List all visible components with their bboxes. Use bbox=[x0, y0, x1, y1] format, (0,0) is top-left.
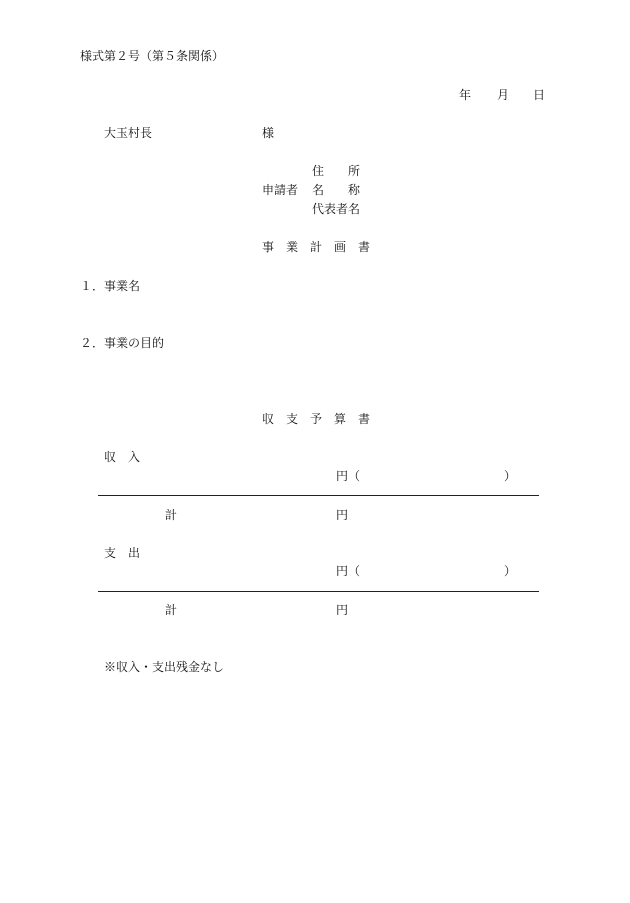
income-divider bbox=[98, 495, 539, 496]
section-project-purpose: ２．事業の目的 bbox=[80, 336, 165, 350]
section-project-name: １．事業名 bbox=[80, 279, 141, 293]
addressee-honorific: 様 bbox=[262, 126, 275, 140]
expense-label: 支 出 bbox=[104, 546, 141, 560]
plan-title: 事 業 計 画 書 bbox=[262, 240, 371, 254]
budget-note: ※収入・支出残金なし bbox=[104, 660, 225, 674]
date-year-label: 年 bbox=[459, 88, 472, 102]
addressee-name: 大玉村長 bbox=[104, 126, 153, 140]
income-amount-line: 円（ ） bbox=[336, 469, 517, 483]
expense-total-unit: 円 bbox=[336, 603, 349, 617]
form-number: 様式第２号（第５条関係） bbox=[80, 49, 225, 63]
expense-divider bbox=[98, 591, 539, 592]
expense-total-label: 計 bbox=[165, 603, 178, 617]
applicant-label: 申請者 bbox=[262, 183, 299, 197]
income-total-label: 計 bbox=[165, 508, 178, 522]
applicant-representative-label: 代表者名 bbox=[312, 202, 361, 216]
date-month-label: 月 bbox=[497, 88, 510, 102]
expense-amount-line: 円（ ） bbox=[336, 564, 517, 578]
date-day-label: 日 bbox=[533, 88, 546, 102]
budget-title: 収 支 予 算 書 bbox=[262, 412, 371, 426]
income-total-unit: 円 bbox=[336, 508, 349, 522]
applicant-name-label: 名 称 bbox=[312, 183, 361, 197]
applicant-address-label: 住 所 bbox=[312, 164, 361, 178]
income-label: 収 入 bbox=[104, 450, 141, 464]
